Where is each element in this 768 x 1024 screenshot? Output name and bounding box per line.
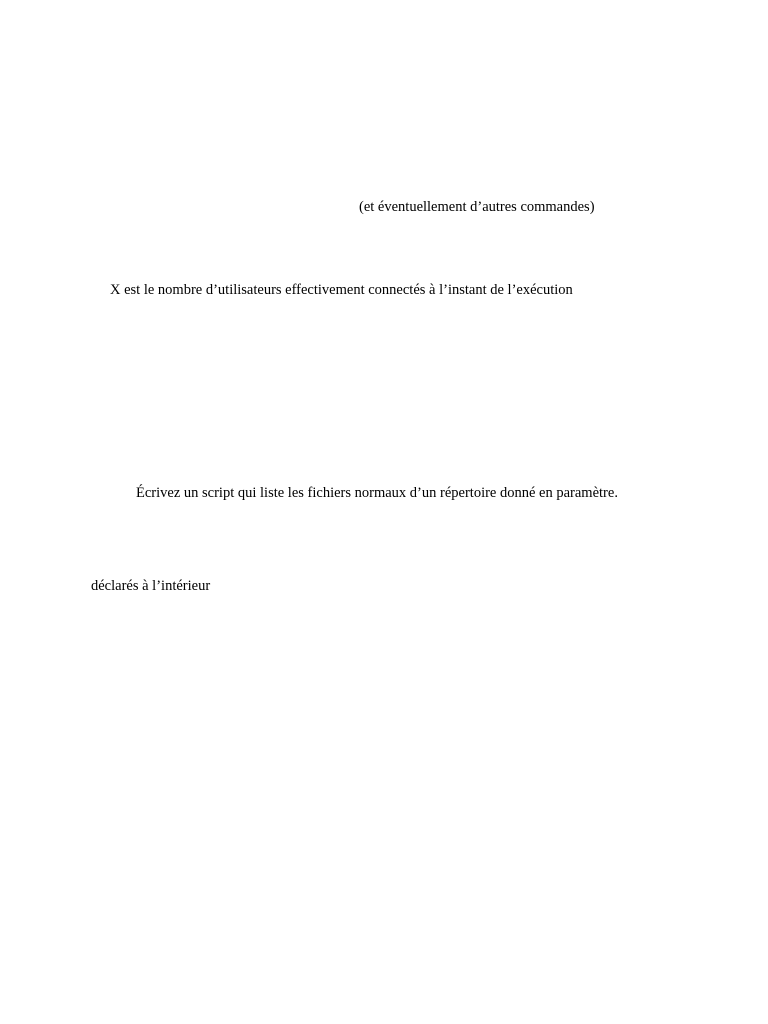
text-line-declared-inside: déclarés à l’intérieur [91,578,211,594]
text-line-users-count: X est le nombre d’utilisateurs effectivement connectés à l’instant de l’exécution [110,282,573,298]
text-line-commands-note: (et éventuellement d’autres commandes) [359,199,595,215]
text-line-script-exercise: Écrivez un script qui liste les fichiers normaux d’un répertoire donné en paramètre. [136,485,618,501]
